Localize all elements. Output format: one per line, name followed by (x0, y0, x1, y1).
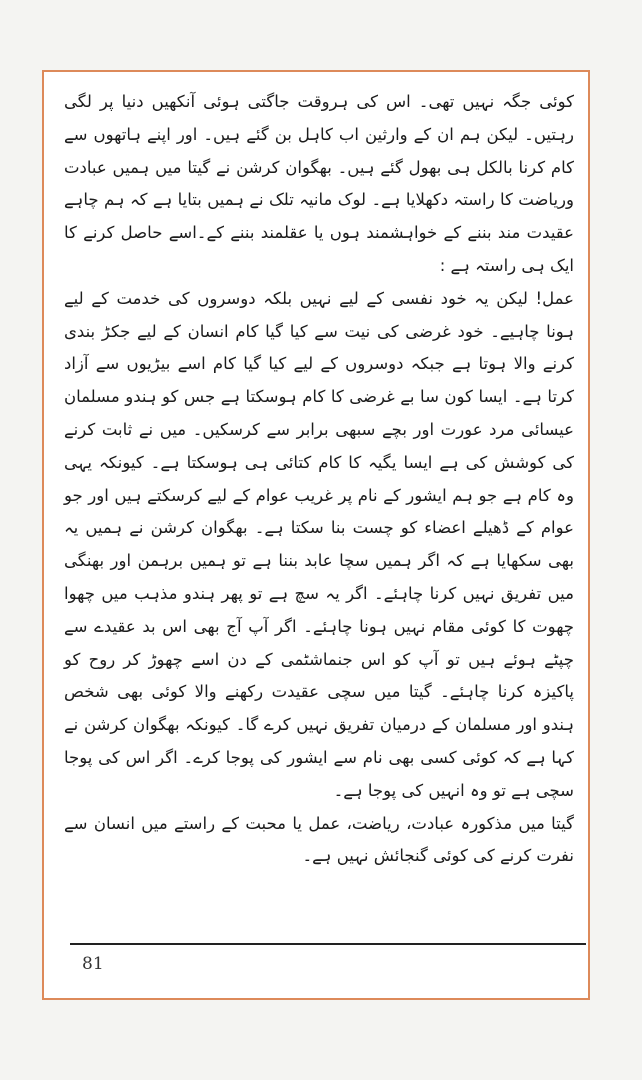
page-frame (42, 70, 590, 1000)
page-number: 81 (82, 954, 104, 974)
paragraph: گیتا میں مذکورہ عبادت، ریاضت، عمل یا محبت کے راستے میں انسان سے نفرت کرنے کی کوئی گنجائش نہیں ہے۔ (64, 813, 574, 866)
footer-rule (70, 943, 586, 945)
paragraph: عمل! لیکن یہ خود نفسی کے لیے نہیں بلکہ دوسروں کی خدمت کے لیے ہونا چاہیے۔ خود غرضی کی نیت سے کیا گیا کام انسان کے لیے جکڑ بندی کرنے والا ہوتا ہے جبکہ دوسروں کے لیے کیا گیا کام اسے بیڑیوں سے آزاد کرتا ہے۔ ایسا کون سا بے غرضی کا کام ہوسکتا ہے جس کو ہندو مسلمان عیسائی مرد عورت اور بچے سبھی برابر سے کرسکیں۔ میں نے ثابت کرنے کی کوشش کی ہے ایسا یگیہ کا کام کتائی ہی ہوسکتا ہے۔ کیونکہ یہی وہ کام ہے جو ہم ایشور کے نام پر غریب عوام کے لیے کرسکتے ہیں اور جو عوام کے ڈھیلے اعضاء کو چست بنا سکتا ہے۔ بھگوان کرشن نے ہمیں یہ بھی سکھایا ہے کہ اگر ہمیں سچا عابد بننا ہے تو ہمیں برہمن اور بھنگی میں تفریق نہیں کرنا چاہئے۔ اگر یہ سچ ہے تو پھر ہندو مذہب میں چھوا چھوت کا کوئی مقام نہیں ہونا چاہئے۔ اگر آپ آج بھی اس بد عقیدے سے چپٹے ہوئے ہیں تو آپ کو اس جنماشٹمی کے دن اسے چھوڑ کر روح کو پاکیزہ کرنا چاہئے۔ گیتا میں سچی عقیدت رکھنے والا کوئی بھی شخص ہندو اور مسلمان کے درمیان تفریق نہیں کرے گا۔ کیونکہ بھگوان کرشن نے کہا ہے کہ کوئی کسی بھی نام سے ایشور کی پوجا کرے۔ اگر اس کی پوجا سچی ہے تو وہ انہیں کی پوجا ہے۔ (64, 288, 574, 800)
body-text (64, 86, 574, 873)
paragraph: کوئی جگہ نہیں تھی۔ اس کی ہروقت جاگتی ہوئی آنکھیں دنیا پر لگی رہتیں۔ لیکن ہم ان کے وارثین اب کاہل بن گئے ہیں۔ اور اپنے ہاتھوں سے کام کرنا بالکل ہی بھول گئے ہیں۔ بھگوان کرشن نے گیتا میں ہمیں عبادت وریاضت کا راستہ دکھلایا ہے۔ لوک مانیہ تلک نے ہمیں بتایا ہے کہ ہم چاہے عقیدت مند بننے کے خواہشمند ہوں یا عقلمند بننے کے۔اسے حاصل کرنے کا ایک ہی راستہ ہے : (64, 92, 574, 275)
